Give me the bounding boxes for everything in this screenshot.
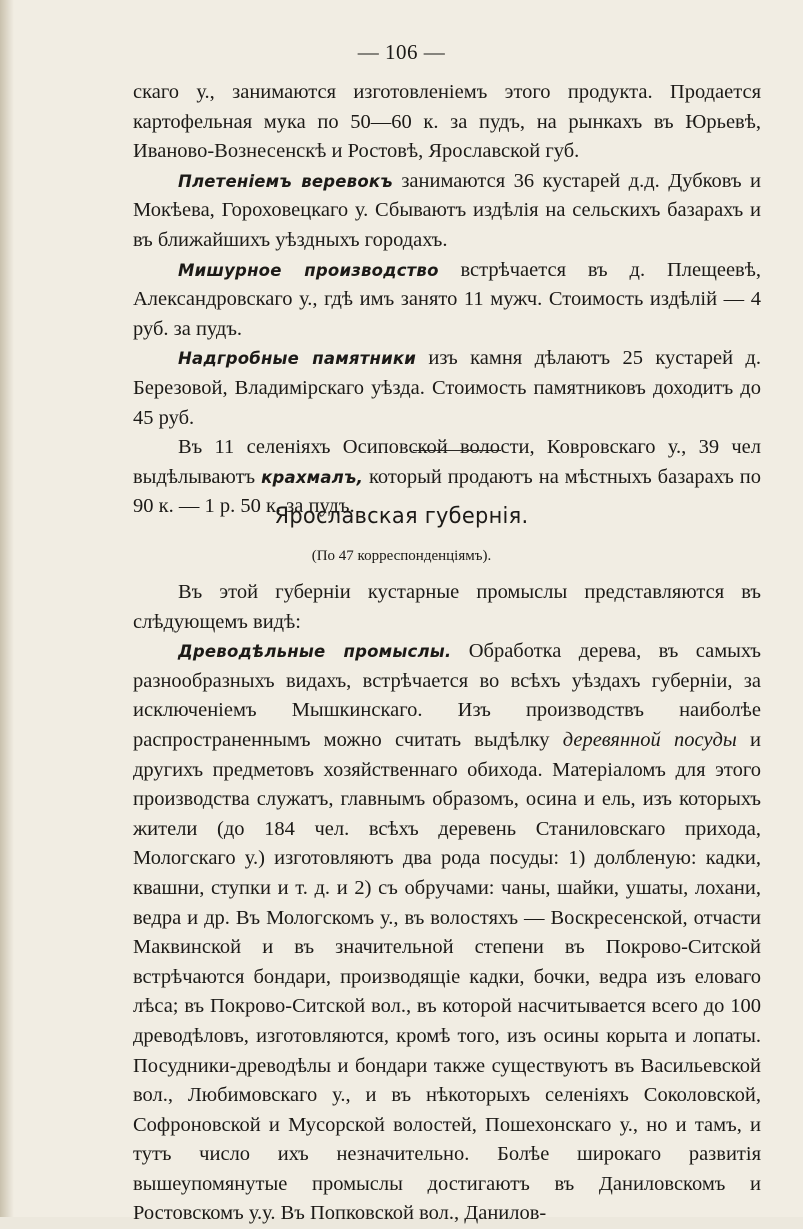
paragraph-woodworking-text-1: Обработка дерева, въ самыхъ разнообразныхъ видахъ, встрѣчается во всѣхъ уѣздахъ губерніи, за исключеніемъ Мышкинскаго. Изъ производствъ наиболѣе распространеннымъ можно считать выдѣлку: [133, 640, 762, 751]
paragraph-starch-after: который продаютъ на мѣстныхъ базарахъ по 90 к. — 1 р. 50 к. за пудъ.: [133, 465, 761, 518]
keyword-woodworking: Древодѣльные промыслы.: [178, 642, 452, 662]
keyword-tinsel: Мишурное производство: [178, 260, 439, 280]
keyword-rope-weaving: Плетеніемъ веревокъ: [178, 171, 393, 191]
main-section: [133, 578, 761, 1229]
italic-wooden-dishes: деревянной посуды: [562, 728, 737, 751]
paragraph-tombstones: [133, 344, 761, 433]
paragraph-tinsel: [133, 256, 761, 345]
page-number: — 106 —: [357, 40, 446, 64]
paragraph-potato-flour: скаго у., занимаются изготовленіемъ этого продукта. Продается картофельная мука по 50—60 к. за пудъ, на рынкахъ въ Юрьевѣ, Иваново-Вознесенскѣ и Ростовѣ, Ярославской губ.: [133, 81, 761, 163]
paragraph-rope-weaving: [133, 167, 761, 256]
keyword-tombstones: Надгробные памятники: [178, 349, 416, 369]
paragraph-tinsel-text: встрѣчается въ д. Плещеевѣ, Александровскаго у., гдѣ имъ занято 11 мужч. Стоимость издѣлій — 4 руб. за пудъ.: [133, 258, 761, 340]
section-heading: Ярославская губернія.: [274, 503, 529, 529]
paragraph-rope-weaving-text: занимаются 36 кустарей д.д. Дубковъ и Мокѣева, Гороховецкаго у. Сбываютъ издѣлія на сельскихъ базарахъ и въ ближайшихъ уѣздныхъ городахъ.: [133, 169, 761, 251]
section-divider: [413, 450, 501, 451]
paragraph-woodworking-text-2: и другихъ предметовъ хозяйственнаго обихода. Матеріаломъ для этого производства служатъ, главнымъ образомъ, осина и ель, изъ которыхъ жители (до 184 чел. всѣхъ деревень Станиловскаго прихода, Мологскаго у.) изготовляютъ два рода посуды: 1) долбленую: кадки, квашни, ступки и т. д. и 2) съ обручами: чаны, шайки, ушаты, лохани, ведра и др. Въ Мологскомъ у., въ волостяхъ — Воскресенской, отчасти Маквинской и въ значительной степени въ Покрово-Ситской встрѣчаются бондари, производящіе кадки, бочки, ведра изъ еловаго лѣса; въ Покрово-Ситской вол., въ которой насчитывается всего до 100 древодѣловъ, изготовляются, кромѣ того, изъ осины корыта и лопаты. Посудники-древодѣлы и бондари также существуютъ въ Васильевской вол., Любимовскаго у., и въ нѣкоторыхъ селеніяхъ Соколовской, Софроновской и Мусорской волостей, Пошехонскаго у., но и тамъ, и тутъ число ихъ незначительно. Болѣе широкаго развитія вышеупомянутые промыслы достигаютъ въ Даниловскомъ и Ростовскомъ у.у. Въ Попковской вол., Данилов-: [133, 728, 761, 1225]
paragraph-woodworking: [133, 637, 761, 1229]
top-section: [133, 78, 761, 522]
section-subheading: (По 47 корреспонденціямъ).: [311, 548, 492, 564]
keyword-starch: крахмалъ,: [261, 467, 364, 487]
paragraph-tombstones-text: изъ камня дѣлаютъ 25 кустарей д. Березовой, Владимірскаго уѣзда. Стоимость памятниковъ доходитъ до 45 руб.: [133, 347, 761, 429]
paragraph-starch-before: Въ 11 селеніяхъ Осиповской волости, Ковровскаго у., 39 чел выдѣлываютъ: [133, 436, 761, 488]
paragraph-intro: Въ этой губерніи кустарные промыслы представляются въ слѣдующемъ видѣ:: [133, 581, 761, 633]
